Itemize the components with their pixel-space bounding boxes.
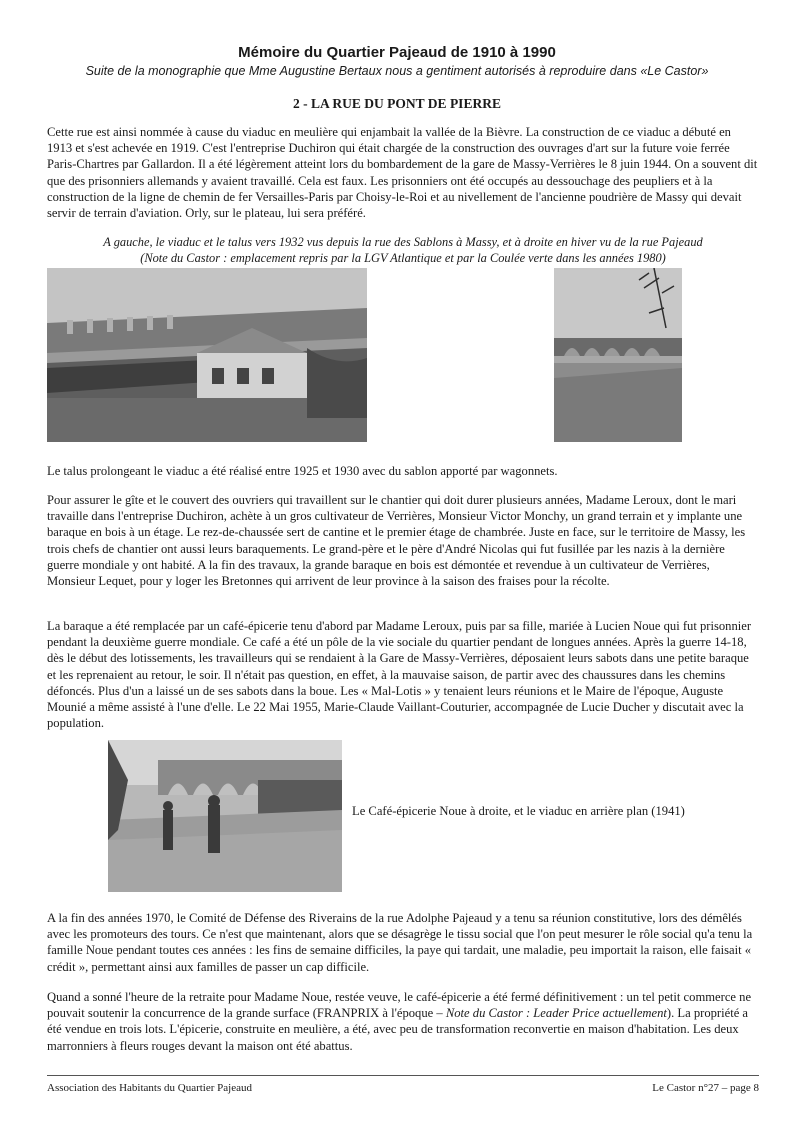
paragraph-cafe: La baraque a été remplacée par un café-épicerie tenu d'abord par Madame Leroux, puis par sa fille, mariée à Lucien Noue qui fut prisonnier pendant la deuxième guerre mondiale. Ce café a été un pôle de la vie sociale du quartier pendant de longues années. Après la guerre 14-18, dès le début des lotissements, les travailleurs qui se rendaient à la Gare de Massy-Verrières, déposaient leurs sabots dans une petite baraque et les reprenaient au retour, le soir. Il n'était pas question, en effet, à la mauvaise saison, de partir avec des chaussures dans les chemins défoncés. Plus d'un a laissé un de ses sabots dans la boue. Les « Mal-Lotis » y tenaient leurs réunions et le Maire de l'époque, Auguste Mounié a même assisté à l'une d'elle. Le 22 Mai 1955, Marie-Claude Vaillant-Couturier, accompagnée de Lucie Ducher y discutait avec la population. bbox=[47, 619, 752, 731]
retraite-text-start: Quand a sonné l'heure de la retraite pour Madame Noue, restée veuve, le café-épicerie a été fermé définitivement : un tel petit commerce ne pouvait soutenir la concurrence de la grande surface (FRANPRIX à l'époque – bbox=[47, 990, 752, 1021]
paragraph-viaduc: Cette rue est ainsi nommée à cause du viaduc en meulière qui enjambait la vallée de la Bièvre. La construction de ce viaduc a débuté en 1913 et s'est achevée en 1919. C'est l'entreprise Duchiron qui était chargée de la construction des ouvrages d'art sur la future voie ferrée Paris-Chartres par Gallardon. Il a été légèrement atteint lors du bombardement de la gare de Massy-Verrières le 8 juin 1944. On a souvent dit que des prisonniers allemands y avaient travaillé. Cela est faux. Les prisonniers ont été occupés au dessouchage des peupliers et à la construction de la ligne de chemin de fer Versailles-Paris par Choisy-le-Roi et au nivellement de l'ancienne poudrière de Massy qui devait servir de terrain d'aviation. Orly, sur le plateau, lui sera préféré. bbox=[47, 125, 758, 221]
footer-divider bbox=[47, 1075, 759, 1076]
page-title: Mémoire du Quartier Pajeaud de 1910 à 1990 bbox=[238, 44, 556, 61]
cafe-noue-photo bbox=[108, 740, 342, 892]
paragraph-baraque: Pour assurer le gîte et le couvert des ouvriers qui travaillent sur le chantier qui doit durer plusieurs années, Madame Leroux, dont le mari travaille dans l'entreprise Duchiron, achète à un gros cultivateur de Verrières, Monsieur Victor Monchy, un grand terrain et y implante une baraque en bois à un étage. Le rez-de-chaussée sert de cantine et le premier étage de chambrée. Juste en face, sur le territoire de Massy, les trois chefs de chantier ont aussi leurs baraquements. Le grand-père et le père d'André Nicolas qui fut fusillée par les nazis à la dernière guerre mondiale y ont habité. A la fin des travaux, la grande baraque en bois est démontée et revendue à un cultivateur de Verrières, Monsieur Lequet, pour y loger les Bretonnes qui arrivent de leur province à la saison des fraises pour la récolte. bbox=[47, 493, 746, 589]
page-subtitle: Suite de la monographie que Mme Augustine Bertaux nous a gentiment autorisés à reproduire dans «Le Castor» bbox=[85, 64, 709, 78]
viaduc-1932-photo bbox=[47, 268, 367, 442]
cafe-photo-caption: Le Café-épicerie Noue à droite, et le viaduc en arrière plan (1941) bbox=[352, 804, 685, 818]
section-title: 2 - LA RUE DU PONT DE PIERRE bbox=[293, 96, 501, 111]
footer-association: Association des Habitants du Quartier Pajeaud bbox=[47, 1082, 252, 1094]
paragraph-talus: Le talus prolongeant le viaduc a été réalisé entre 1925 et 1930 avec du sablon apporté par wagonnets. bbox=[47, 464, 558, 478]
footer-page-number: Le Castor n°27 – page 8 bbox=[652, 1082, 759, 1094]
photo-caption-line1: A gauche, le viaduc et le talus vers 1932 vus depuis la rue des Sablons à Massy, et à droite en hiver vu de la rue Pajeaud bbox=[103, 235, 703, 249]
viaduc-hiver-photo bbox=[554, 268, 682, 442]
retraite-note-italic: Note du Castor : Leader Price actuellement bbox=[445, 1006, 667, 1021]
photo-caption-line2: (Note du Castor : emplacement repris par la LGV Atlantique et par la Coulée verte dans les années 1980) bbox=[140, 251, 666, 265]
retraite-text-end: ). La propriété a été vendue en trois lots. L'épicerie, construite en meulière, a été, avec peu de transformation reconvertie en maison d'habitation. Les deux marronniers à fleurs rouges devant la maison ont été abattus. bbox=[47, 1006, 749, 1053]
paragraph-retraite bbox=[47, 989, 759, 1054]
paragraph-comite: A la fin des années 1970, le Comité de Défense des Riverains de la rue Adolphe Pajeaud y a tenu sa réunion constitutive, lors des démêlés avec les promoteurs des tours. Ce n'est que maintenant, alors que se désagrège le tissu social que l'on peut mesurer le rôle social qu'a tenu la famille Noue pendant toutes ces années : les fins de semaine difficiles, la paye qui tardait, une maladie, peu importait la raison, elle faisait « crédit », permettant ainsi aux familles de passer un cap difficile. bbox=[47, 911, 753, 974]
